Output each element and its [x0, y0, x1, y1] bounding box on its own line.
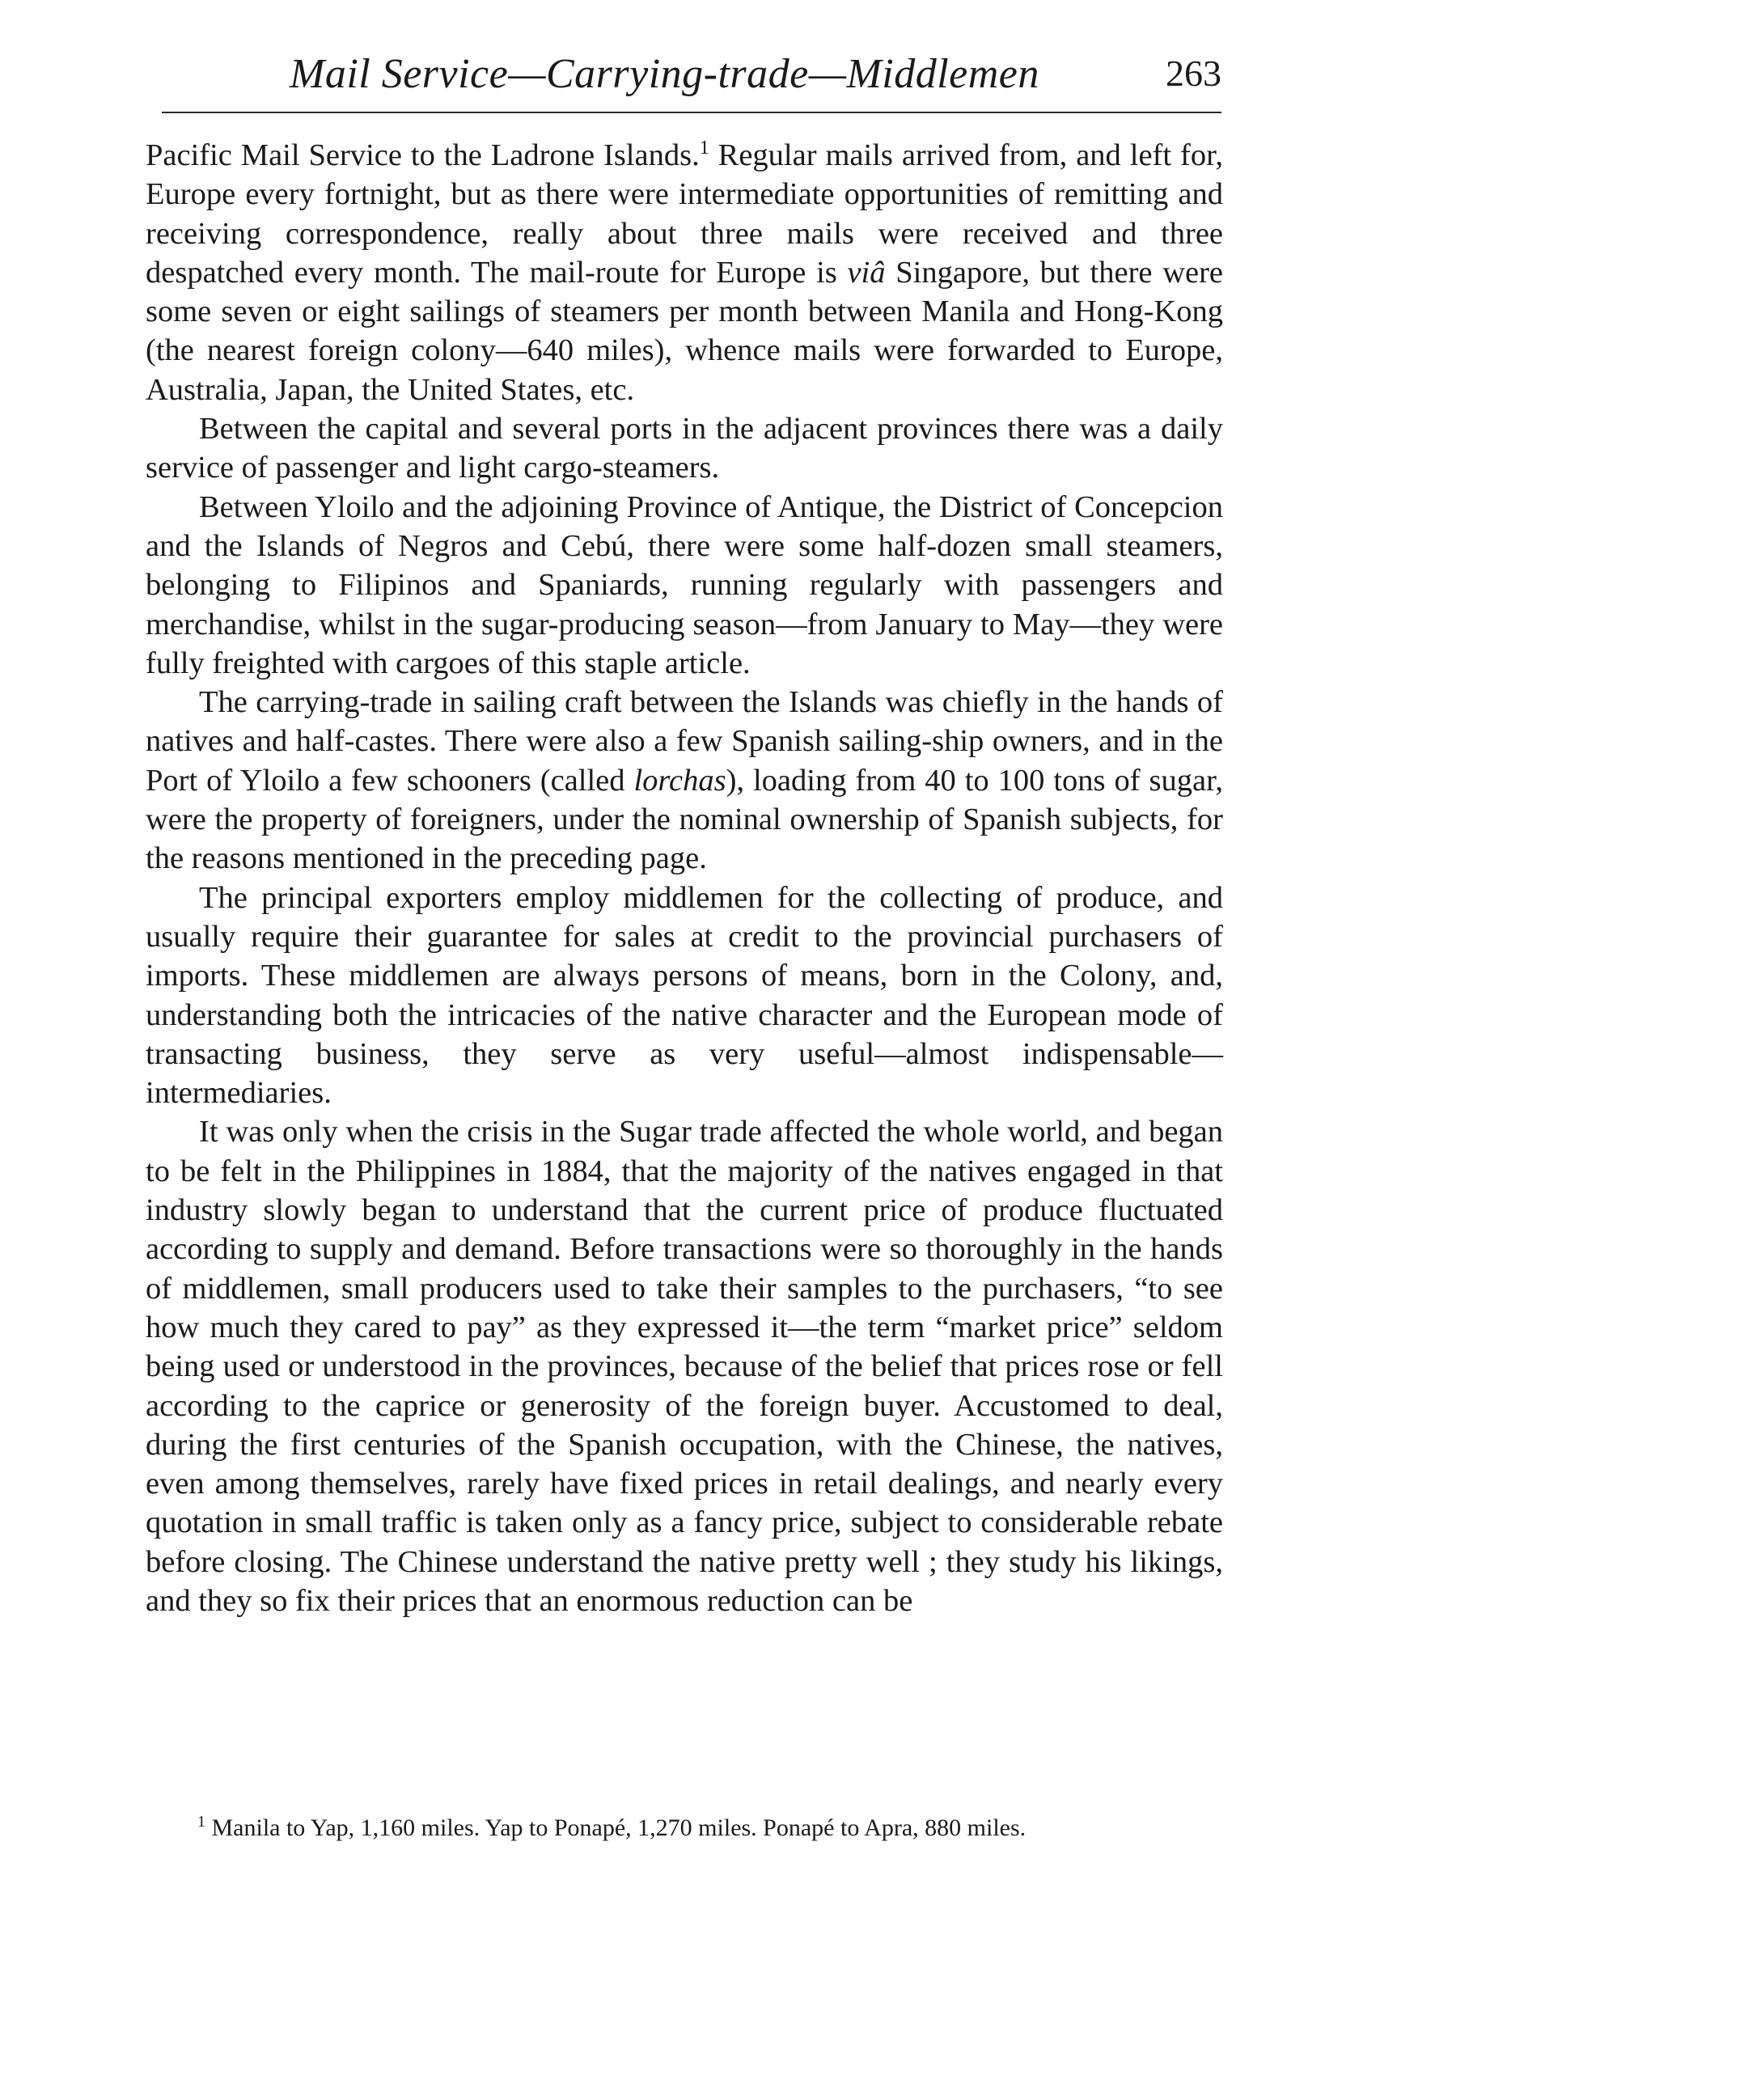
paragraph — [146, 488, 1223, 683]
footnote-marker: 1 — [699, 138, 709, 159]
header-rule — [162, 112, 1221, 113]
paragraph — [146, 136, 1223, 409]
page-header — [267, 50, 1221, 107]
text-run: Regular mails arrived from, and left for, Europe every fortnight, but as there were intermediate opportunities of remitting and receiving correspondence, really about three mails were received and three despatched every month. The mail-route for Europe is — [146, 138, 1223, 290]
text-run: Singapore, but there were some seven or eight sailings of steamers per month between Manila and Hong-Kong (the nearest foreign colony—640 miles), whence mails were forwarded to Europe, Australia, Japan, the United States, etc. — [146, 255, 1224, 407]
italic-text: viâ — [847, 255, 886, 290]
footnote-number: 1 — [197, 1813, 205, 1831]
paragraph — [146, 1112, 1223, 1620]
italic-text: lorchas — [633, 763, 726, 798]
footnotes — [159, 1815, 1223, 1841]
running-title: Mail Service—Carrying-trade—Middlemen — [290, 51, 1039, 97]
text-run: Pacific Mail Service to the Ladrone Islands. — [146, 138, 700, 172]
page-number: 263 — [1166, 53, 1221, 94]
paragraph — [146, 683, 1223, 878]
footnote-text: Manila to Yap, 1,160 miles. Yap to Ponapé, 1,270 miles. Ponapé to Apra, 880 miles. — [205, 1814, 1027, 1841]
text-run: The carrying-trade in sailing craft between the Islands was chiefly in the hands of natives and half-castes. There were also a few Spanish sailing-ship owners, and in the Port of Yloilo a few schooners (called — [146, 685, 1223, 798]
text-run: ), loading from 40 to 100 tons of sugar, were the property of foreigners, under the nominal ownership of Spanish subjects, for the reasons mentioned in the preceding page. — [146, 763, 1223, 876]
footnote — [159, 1815, 1223, 1841]
text-run: Between Yloilo and the adjoining Province of Antique, the District of Concepcion and the Islands of Negros and Cebú, there were some half-dozen small steamers, belonging to Filipinos and Spaniards, running regularly with passengers and merchandise, whilst in the sugar-producing season—from January to May—they were fully freighted with cargoes of this staple article. — [146, 489, 1223, 680]
text-run: Between the capital and several ports in the adjacent provinces there was a daily service of passenger and light cargo-steamers. — [146, 412, 1223, 485]
paragraph — [146, 879, 1223, 1113]
paragraph — [146, 409, 1223, 488]
body-text — [146, 136, 1223, 1620]
text-run: The principal exporters employ middlemen for the collecting of produce, and usually require their guarantee for sales at credit to the provincial purchasers of imports. These middlemen are always persons of means, born in the Colony, and, understanding both the intricacies of the native character and the European mode of transacting business, they serve as very useful—almost indispensable—intermediaries. — [146, 880, 1223, 1111]
text-run: It was only when the crisis in the Sugar trade affected the whole world, and began to be felt in the Philippines in 1884, that the majority of the natives engaged in that industry slowly began to understand that the current price of produce fluctuated according to supply and demand. Before transactions were so thoroughly in the hands of middlemen, small producers used to take their samples to the purchasers, “to see how much they cared to pay” as they expressed it—the term “market price” seldom being used or understood in the provinces, because of the belief that prices rose or fell according to the caprice or generosity of the foreign buyer. Accustomed to deal, during the first centuries of the Spanish occupation, with the Chinese, the natives, even among themselves, rarely have fixed prices in retail dealings, and nearly every quotation in small traffic is taken only as a fancy price, subject to considerable rebate before closing. The Chinese understand the native pretty well ; they study his likings, and they so fix their prices that an enormous reduction can be — [146, 1115, 1223, 1618]
